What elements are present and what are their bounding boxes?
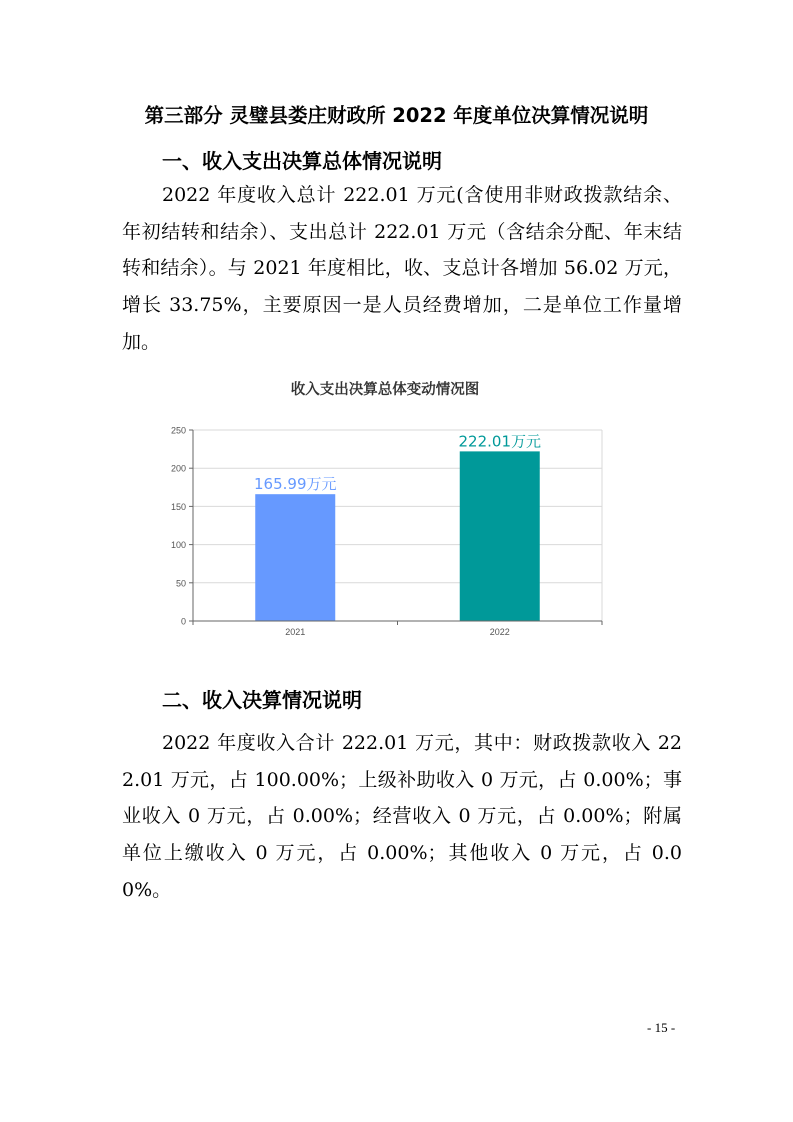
section-heading-overview: 一、收入支出决算总体情况说明	[162, 149, 442, 173]
bar-2021	[255, 494, 335, 621]
paragraph-income: 2022 年度收入合计 222.01 万元，其中：财政拨款收入 222.01 万元，占 100.00%；上级补助收入 0 万元，占 0.00%；事业收入 0 万元，占 0.00%；经营收入 0 万元，占 0.00%；附属单位上缴收入 0 万元，占 0.00%；其他收入 0 万元，占 0.00%。	[122, 732, 682, 901]
page-number: - 15 -	[647, 1020, 676, 1035]
bar-2022	[460, 451, 540, 621]
paragraph-overview: 2022 年度收入总计 222.01 万元(含使用非财政拨款结余、年初结转和结余）、支出总计 222.01 万元（含结余分配、年末结转和结余）。与 2021 年度相比，收、支总计各增加 56.02 万元，增长 33.75%，主要原因一是人员经费增加，二是单位工作量增加。	[122, 184, 682, 353]
x-tick-label: 2021	[285, 627, 306, 637]
y-tick-label: 50	[175, 578, 186, 589]
bar-chart	[150, 378, 620, 648]
y-tick-label: 150	[170, 501, 186, 512]
chart-title: 收入支出决算总体变动情况图	[290, 382, 480, 398]
y-tick-label: 250	[170, 425, 186, 436]
section-heading-income: 二、收入决算情况说明	[162, 688, 362, 712]
y-tick-label: 100	[170, 540, 186, 551]
data-label: 222.01万元	[458, 432, 541, 451]
y-tick-label: 200	[170, 463, 186, 474]
data-label: 165.99万元	[254, 475, 337, 494]
document-title: 第三部分 灵璧县娄庄财政所 2022 年度单位决算情况说明	[144, 104, 649, 127]
chart-container	[150, 378, 620, 648]
x-tick-label: 2022	[489, 627, 510, 637]
y-tick-label: 0	[180, 616, 186, 627]
